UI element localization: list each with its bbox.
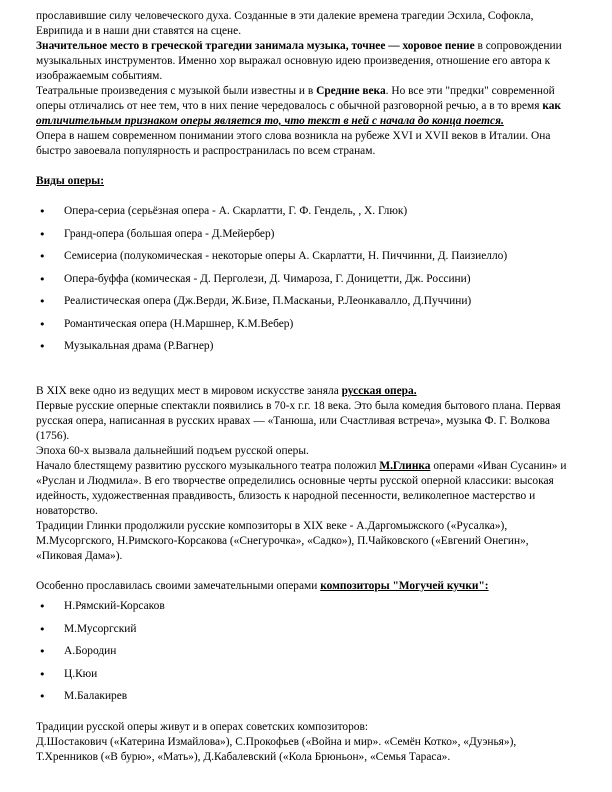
intro-paragraph-3 <box>36 84 576 129</box>
sixties-era-paragraph: Эпоха 60-х вызвала дальнейший подъем русской оперы. <box>36 445 309 457</box>
glinka-paragraph <box>36 459 576 519</box>
intro-paragraph-1: прославившие силу человеческого духа. Созданные в эти далекие времена трагедии Эсхила, Софокла, Еврипида и в наши дни ставятся на сцене. <box>36 10 534 37</box>
opera-types-heading: Виды оперы: <box>36 175 104 187</box>
opera-definition-emphasis: отличительным признаком оперы является то, что текст в ней с начала до конца поется. <box>36 115 504 127</box>
intro-paragraph-4: Опера в нашем современном понимании этого слова возникла на рубеже XVI и XVII веков в Италии. Она быстро завоевала популярность и распространилась по всем странам. <box>36 130 551 157</box>
list-item: • Опера-буффа (комическая - Д. Перголези, Д. Чимароза, Г. Доницетти, Дж. Россини) <box>36 272 576 287</box>
russian-opera-origins: Первые русские оперные спектакли появились в 70-х г.г. 18 века. Это была комедия бытового плана. Первая русская опера, написанная в русских нравах — «Танюша, или Счастливая встреча», музыка Ф. Г. Волкова (1756). <box>36 400 561 442</box>
list-item: • А.Бородин <box>36 644 576 659</box>
predecessors-text-a: Театральные произведения с музыкой были известны и в <box>36 85 317 97</box>
list-item: • М.Мусоргский <box>36 622 576 637</box>
list-item: • Семисериа (полукомическая - некоторые оперы А. Скарлатти, Н. Пиччинни, Д. Паизиелло) <box>36 249 576 264</box>
mighty-handful-intro <box>36 579 576 594</box>
opera-types-list <box>36 204 576 354</box>
list-item: • Романтическая опера (Н.Маршнер, К.М.Вебер) <box>36 317 576 332</box>
list-item: • Гранд-опера (большая опера - Д.Мейербер) <box>36 227 576 242</box>
list-item: • Ц.Кюи <box>36 667 576 682</box>
music-role-emphasis: Значительное место в греческой трагедии занимала музыка, точнее — хоровое пение <box>36 40 475 52</box>
list-item: • Н.Рямский-Корсаков <box>36 599 576 614</box>
glinka-text-b: операми «Иван Сусанин» и «Руслан и Людмила». В его творчестве определились основные черты русской оперной классики: высокая идейность, художественная правдивость, близость к народной песенности, великолепное мастерство и новаторство. <box>36 460 567 517</box>
list-item: • Музыкальная драма (Р.Вагнер) <box>36 339 576 354</box>
predecessors-text-bold: как <box>542 100 561 112</box>
document-body <box>36 9 576 765</box>
glinka-name: М.Глинка <box>379 460 431 472</box>
glinka-tradition-paragraph: Традиции Глинки продолжили русские композиторы в XIX веке - А.Даргомыжского («Русалка»), М.Мусоргского, Н.Римского-Корсакова («Снегурочка», «Садко»), П.Чайковского («Евгений Онегин», «Пиковая Дама»). <box>36 520 529 562</box>
mighty-handful-term: композиторы "Могучей кучки": <box>320 580 489 592</box>
list-item: • Опера-сериа (серьёзная опера - А. Скарлатти, Г. Ф. Гендель, , Х. Глюк) <box>36 204 576 219</box>
glinka-text-a: Начало блестящему развитию русского музыкального театра положил <box>36 460 380 472</box>
soviet-opera-intro: Традиции русской оперы живут и в операх советских композиторов: <box>36 720 369 733</box>
music-role-rest: в сопровождении музыкальных инструментов. Именно хор выражал основную идею произведения, отношение его автора к изображаемым событиям. <box>36 40 562 82</box>
intro-paragraph-2 <box>36 39 576 84</box>
list-item: • Реалистическая опера (Дж.Верди, Ж.Бизе, П.Масканьи, Р.Леонкавалло, Д.Пуччини) <box>36 294 576 309</box>
middle-ages-term: Средние века <box>316 85 386 97</box>
list-item: • М.Балакирев <box>36 689 576 704</box>
soviet-composers-paragraph: Д.Шостакович («Катерина Измайлова»), С.Прокофьев («Война и мир». «Семён Котко», «Дуэнья»), Т.Хренников («В бурю», «Мать»), Д.Кабалевский («Кола Брюньон», «Семья Тараса». <box>36 735 517 763</box>
russian-opera-intro <box>36 384 576 399</box>
russian-opera-intro-text: В XIX веке одно из ведущих мест в мировом искусстве заняла <box>36 385 342 397</box>
russian-opera-term: русская опера. <box>341 385 417 397</box>
predecessors-text-b: . Но все эти "предки" современной оперы отличались от нее тем, что в них пение чередовалось с обычной разговорной речью, а в то время <box>36 85 555 112</box>
mighty-handful-list <box>36 599 576 704</box>
mighty-handful-intro-text: Особенно прославилась своими замечательными операми <box>36 580 321 592</box>
